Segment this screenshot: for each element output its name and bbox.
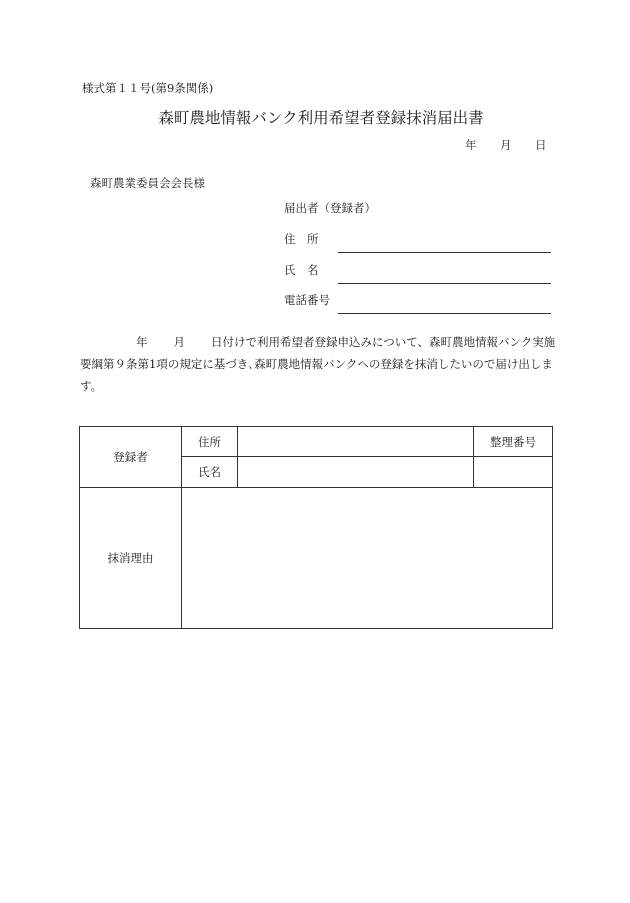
address-label: 住 所	[284, 232, 319, 246]
body-paragraph	[80, 331, 556, 397]
registrant-label: 登録者	[80, 427, 182, 488]
phone-label: 電話番号	[284, 293, 330, 307]
form-number: 様式第１１号(第9条関係)	[82, 81, 214, 95]
table-address-cell[interactable]	[238, 427, 474, 457]
date-month-label: 月	[500, 138, 512, 152]
applicant-label: 届出者（登録者）	[284, 201, 376, 215]
body-month-label: 月	[173, 335, 185, 349]
table-address-label: 住所	[182, 427, 238, 457]
name-label: 氏 名	[284, 263, 319, 277]
body-year-label: 年	[136, 335, 148, 349]
reason-label: 抹消理由	[80, 488, 182, 629]
date-year-label: 年	[465, 138, 477, 152]
table-name-cell[interactable]	[238, 457, 474, 488]
date-day-label: 日	[535, 138, 547, 152]
name-field-line[interactable]	[338, 283, 551, 284]
phone-field-line[interactable]	[338, 313, 551, 314]
body-text: 日付けで利用希望者登録申込みについて、森町農地情報バンク実施要綱第９条第1項の規定に基づき､森町農地情報バンクへの登録を抹消したいので届け出します。	[80, 335, 556, 393]
reason-cell[interactable]	[182, 488, 553, 629]
reference-number-label: 整理番号	[474, 427, 553, 457]
table-name-label: 氏名	[182, 457, 238, 488]
reference-number-cell[interactable]	[474, 457, 553, 488]
page-title: 森町農地情報バンク利用希望者登録抹消届出書	[158, 109, 484, 127]
address-field-line[interactable]	[338, 252, 551, 253]
addressee: 森町農業委員会会長様	[90, 176, 205, 190]
registration-table	[79, 426, 553, 629]
